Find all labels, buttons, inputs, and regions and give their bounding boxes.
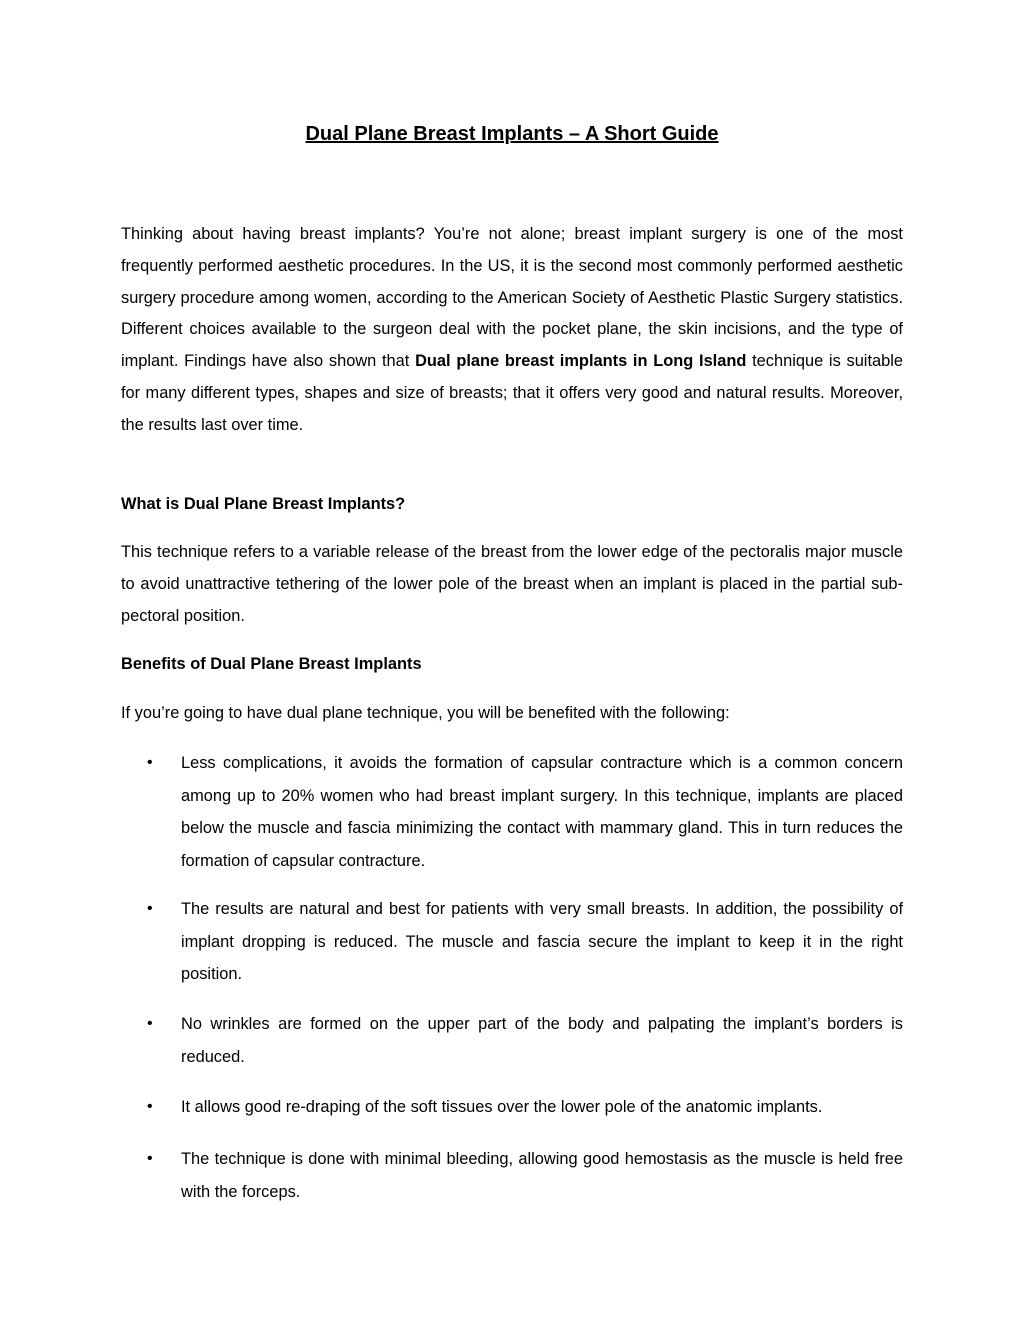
list-item-text: The technique is done with minimal bleeding, allowing good hemostasis as the muscle is held free with the forceps. (181, 1150, 903, 1201)
bullet-icon: • (147, 1150, 153, 1167)
list-item-text: It allows good re-draping of the soft tissues over the lower pole of the anatomic implants. (181, 1098, 823, 1116)
list-item-text: Less complications, it avoids the formation of capsular contracture which is a common concern among up to 20% women who had breast implant surgery. In this technique, implants are placed below the muscle and fascia minimizing the contact with mammary gland. This in turn reduces the formation of capsular contracture. (181, 754, 903, 870)
bullet-icon: • (147, 1015, 153, 1032)
bullet-icon: • (147, 1098, 153, 1115)
list-item-text: No wrinkles are formed on the upper part of the body and palpating the implant’s borders is reduced. (181, 1015, 903, 1066)
list-item-text: The results are natural and best for patients with very small breasts. In addition, the possibility of implant dropping is reduced. The muscle and fascia secure the implant to keep it in the right position. (181, 900, 903, 983)
section-heading-what-is: What is Dual Plane Breast Implants? (121, 495, 406, 513)
bullet-icon: • (147, 900, 153, 917)
document-title: Dual Plane Breast Implants – A Short Guide (305, 123, 719, 145)
intro-bold-link-text: Dual plane breast implants in Long Island (415, 352, 747, 371)
bullet-icon: • (147, 754, 153, 771)
intro-paragraph (121, 219, 903, 442)
intro-text-part1: Thinking about having breast implants? You’re not alone; breast implant surgery is one of the most frequently performed aesthetic procedures. In the US, it is the second most commonly performed aesthetic surgery procedure among women, according to the American Society of Aesthetic Plastic Surgery statistics. Different choices available to the surgeon deal with the pocket plane, the skin incisions, and the type of implant. Findings have also shown that (121, 225, 903, 371)
section-what-is-paragraph: This technique refers to a variable release of the breast from the lower edge of the pectoralis major muscle to avoid unattractive tethering of the lower pole of the breast when an implant is placed in the partial sub-pectoral position. (121, 543, 903, 625)
section-heading-benefits: Benefits of Dual Plane Breast Implants (121, 655, 422, 673)
benefits-lead-paragraph: If you’re going to have dual plane technique, you will be benefited with the following: (121, 704, 730, 722)
intro-text-part2: technique is suitable for many different types, shapes and size of breasts; that it offers very good and natural results. Moreover, the results last over time. (121, 352, 903, 434)
